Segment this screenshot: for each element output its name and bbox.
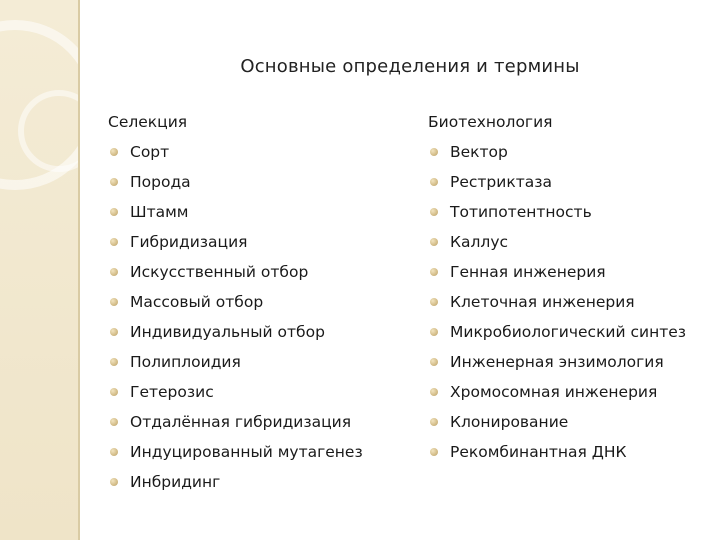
list-item: Гетерозис (108, 382, 408, 402)
list-item: Сорт (108, 142, 408, 162)
list-item: Клонирование (428, 412, 698, 432)
slide-title: Основные определения и термины (240, 56, 580, 77)
list-item: Отдалённая гибридизация (108, 412, 408, 432)
side-panel-edge (78, 0, 80, 540)
list-item: Полиплоидия (108, 352, 408, 372)
list-item: Клеточная инженерия (428, 292, 698, 312)
list-item: Инженерная энзимология (428, 352, 698, 372)
list-item: Порода (108, 172, 408, 192)
selection-column (108, 112, 408, 502)
list-item: Индуцированный мутагенез (108, 442, 408, 462)
list-item: Вектор (428, 142, 698, 162)
list-item: Инбридинг (108, 472, 408, 492)
decorative-side-panel (0, 0, 80, 540)
list-item: Микробиологический синтез (428, 322, 698, 342)
list-item: Рекомбинантная ДНК (428, 442, 698, 462)
list-item: Индивидуальный отбор (108, 322, 408, 342)
list-item: Каллус (428, 232, 698, 252)
list-item: Генная инженерия (428, 262, 698, 282)
selection-heading: Селекция (108, 113, 188, 131)
list-item: Хромосомная инженерия (428, 382, 698, 402)
list-item: Массовый отбор (108, 292, 408, 312)
list-item: Гибридизация (108, 232, 408, 252)
list-item: Тотипотентность (428, 202, 698, 222)
selection-list (108, 142, 408, 492)
biotechnology-list (428, 142, 698, 462)
list-item: Штамм (108, 202, 408, 222)
list-item: Рестриктаза (428, 172, 698, 192)
biotechnology-heading: Биотехнология (428, 113, 553, 131)
list-item: Искусственный отбор (108, 262, 408, 282)
biotechnology-column (428, 112, 698, 472)
